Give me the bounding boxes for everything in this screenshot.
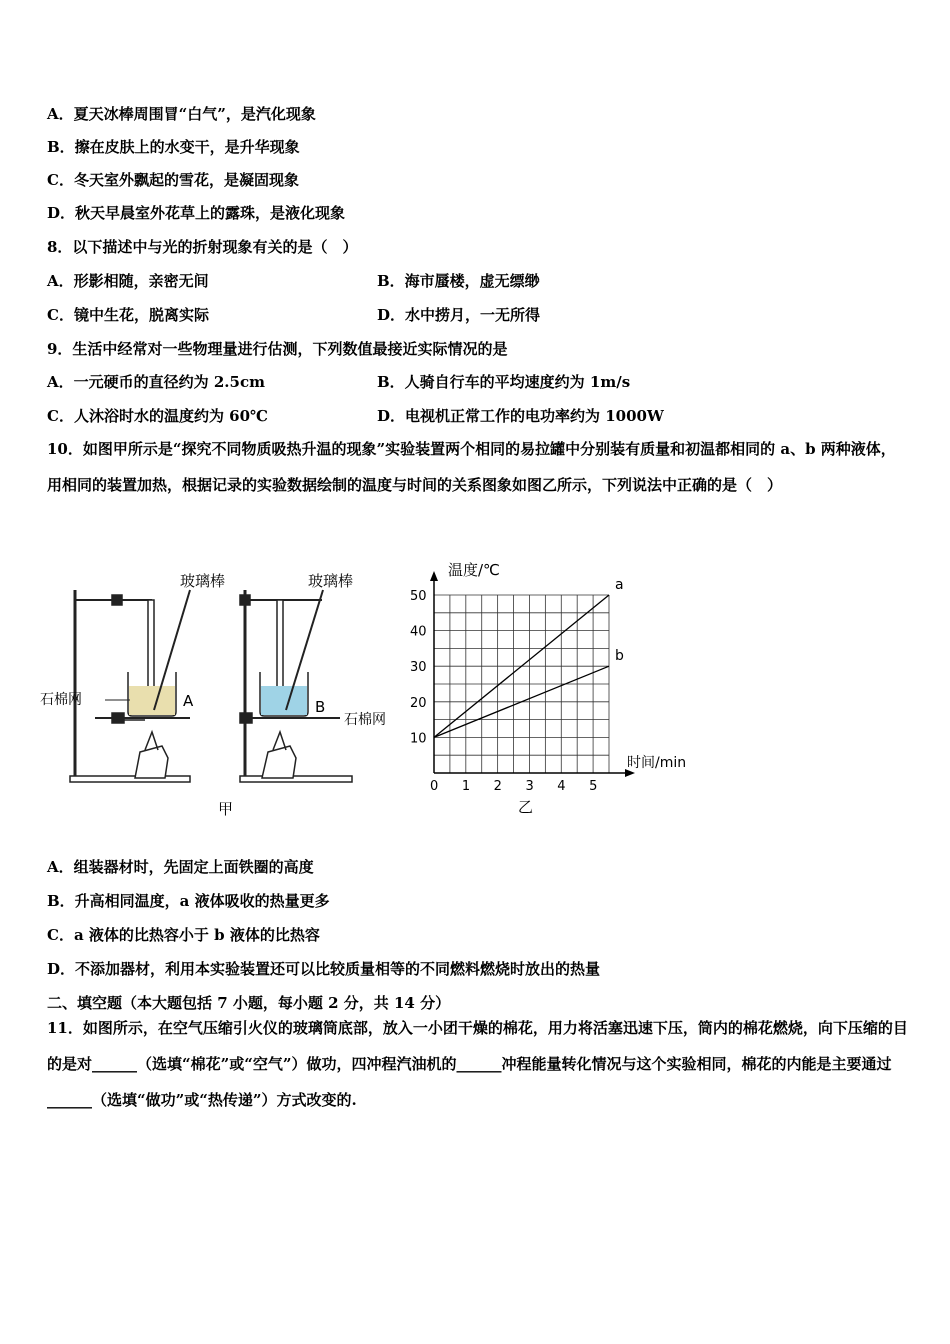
- beaker-a-label: A: [183, 692, 194, 710]
- asbestos-label-a: 石棉网: [40, 692, 82, 708]
- q7-option-c: C．冬天室外飘起的雪花，是凝固现象: [47, 171, 299, 189]
- q10-option-b: B．升高相同温度，a 液体吸收的热量更多: [47, 892, 330, 910]
- x-tick-label: 5: [589, 779, 598, 794]
- asbestos-label-b: 石棉网: [344, 712, 386, 728]
- q10-stem: 10．如图甲所示是“探究不同物质吸热升温的现象”实验装置两个相同的易拉罐中分别装有质量和初温都相同的 a、b 两种液体，用相同的装置加热，根据记录的实验数据绘制的温度与时间的关系图象如图乙所示，下列说法中正确的是（ ）: [47, 440, 896, 494]
- q10-option-c: C．a 液体的比热容小于 b 液体的比热容: [47, 926, 320, 944]
- q7-option-a: A．夏天冰棒周围冒“白气”，是汽化现象: [47, 105, 316, 123]
- q9-stem: 9．生活中经常对一些物理量进行估测，下列数值最接近实际情况的是: [47, 340, 508, 358]
- apparatus-a: [70, 590, 190, 782]
- liquid-b: [261, 686, 307, 715]
- figure-svg: [40, 560, 760, 830]
- y-tick-label: 30: [410, 660, 427, 676]
- stand-base-a: [70, 776, 190, 782]
- figure-caption-jia: 甲: [218, 800, 234, 818]
- y-axis-arrow: [430, 571, 438, 581]
- x-tick-label: 4: [557, 779, 566, 794]
- liquid-a: [129, 686, 175, 715]
- q10-option-d: D．不添加器材，利用本实验装置还可以比较质量相等的不同燃料燃烧时放出的热量: [47, 960, 601, 978]
- q10-option-a: A．组装器材时，先固定上面铁圈的高度: [47, 858, 314, 876]
- q7-option-b: B．擦在皮肤上的水变干，是升华现象: [47, 138, 300, 156]
- glass-rod-label-a: 玻璃棒: [180, 572, 226, 590]
- y-tick-label: 40: [410, 624, 427, 640]
- y-tick-label: 10: [410, 731, 427, 747]
- series-label-a: a: [615, 577, 624, 593]
- q9-option-b: B．人骑自行车的平均速度约为 1m/s: [377, 373, 631, 391]
- q11-text: 11．如图所示，在空气压缩引火仪的玻璃筒底部，放入一小团干燥的棉花，用力将活塞迅速下压，筒内的棉花燃烧，向下压缩的目的是对______（选填“棉花”或“空气”）做功，四冲程汽油机的______冲程能量转化情况与这个实验相同，棉花的内能是主要通过______（选填“做功”或“热传递”）方式改变的.: [47, 1019, 908, 1109]
- q8-option-c: C．镜中生花，脱离实际: [47, 306, 209, 324]
- q8-option-d: D．水中捞月，一无所得: [377, 306, 541, 324]
- apparatus-b: [240, 590, 352, 782]
- temperature-time-chart: [410, 571, 635, 794]
- section2-heading: 二、填空题（本大题包括 7 小题，每小题 2 分，共 14 分）: [47, 994, 451, 1012]
- y-tick-label: 50: [410, 589, 427, 604]
- chart-caption-yi: 乙: [518, 798, 534, 816]
- q9-option-a: A．一元硬币的直径约为 2.5cm: [47, 373, 265, 391]
- q9-option-c: C．人沐浴时水的温度约为 60℃: [47, 407, 269, 425]
- x-tick-label: 1: [461, 779, 471, 794]
- q7-option-d: D．秋天早晨室外花草上的露珠，是液化现象: [47, 204, 346, 222]
- q10-figure: [40, 560, 760, 830]
- q8-stem: 8．以下描述中与光的折射现象有关的是（ ）: [47, 238, 358, 256]
- q8-option-a: A．形影相随，亲密无间: [47, 272, 209, 290]
- series-label-b: b: [615, 648, 624, 665]
- q9-option-d: D．电视机正常工作的电功率约为 1000W: [377, 407, 664, 425]
- alcohol-lamp-b: [262, 746, 296, 778]
- glass-rod-label-b: 玻璃棒: [308, 572, 354, 590]
- x-tick-label: 3: [525, 779, 534, 794]
- chart-ylabel: 温度/℃: [448, 561, 500, 579]
- alcohol-lamp-a: [135, 746, 168, 778]
- beaker-b-label: B: [315, 698, 326, 716]
- chart-xlabel: 时间/min: [627, 755, 687, 771]
- y-tick-label: 20: [410, 695, 427, 711]
- x-tick-label: 2: [493, 779, 502, 794]
- x-tick-label: 0: [430, 779, 439, 794]
- stand-base-b: [240, 776, 352, 782]
- q8-option-b: B．海市蜃楼，虚无缥缈: [377, 272, 540, 290]
